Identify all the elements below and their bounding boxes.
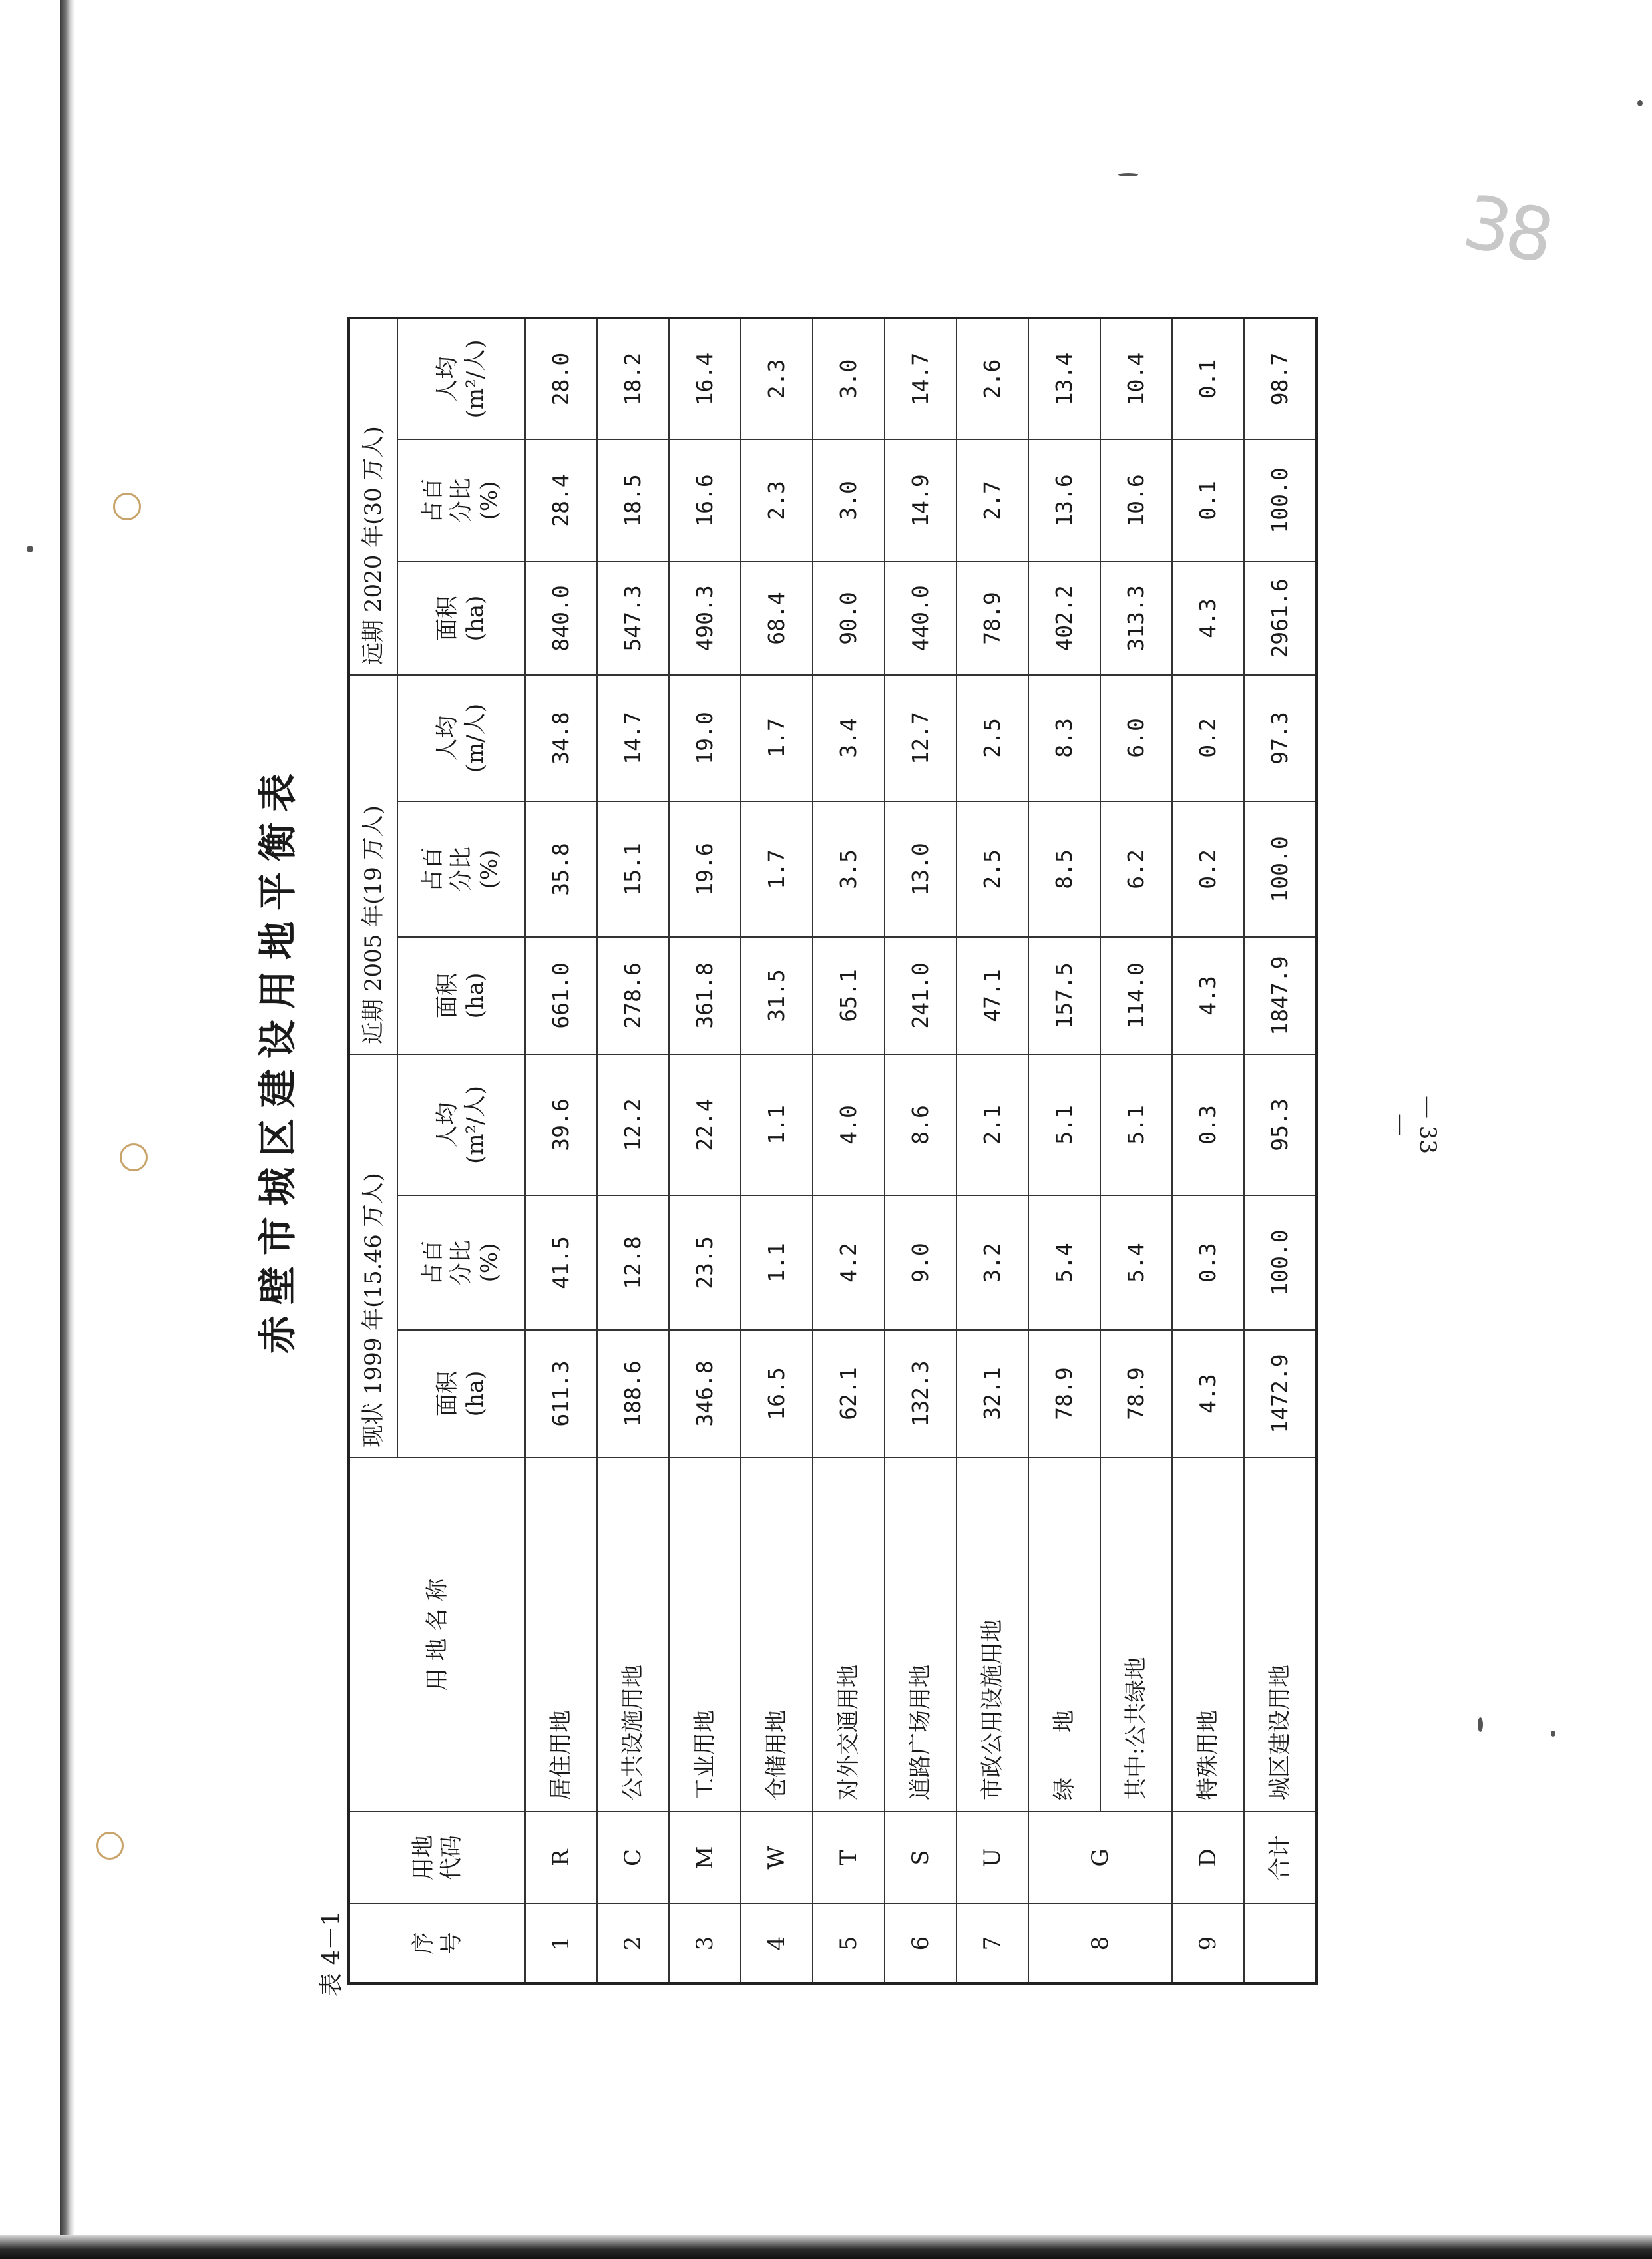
header-per-capita: 人均 (m²/人) [397,1054,525,1195]
table-row [525,318,597,1983]
cell-value: 1.7 [741,801,813,937]
cell-value: 1.7 [741,675,813,801]
cell-value: 90.0 [813,562,885,675]
cell-value: 5.1 [1100,1054,1172,1195]
cell-value: 16.6 [669,439,741,562]
cell-value: 68.4 [741,562,813,675]
cell-value: 2.7 [956,439,1028,562]
table-row [885,318,956,1983]
cell-value: 3.0 [813,439,885,562]
cell-value: 19.6 [669,801,741,937]
cell-value: 5.4 [1028,1195,1100,1330]
cell-seq [1244,1904,1317,1983]
cell-value: 97.3 [1244,675,1317,801]
header-area: 面积 (ha) [397,562,525,675]
cell-value: 65.1 [813,937,885,1054]
table-row [669,318,741,1983]
cell-name: 城区建设用地 [1244,1458,1317,1812]
cell-value: 3.5 [813,801,885,937]
cell-name: 道路广场用地 [885,1458,956,1812]
cell-code: S [885,1812,956,1904]
cell-value: 14.9 [885,439,956,562]
cell-value: 8.3 [1028,675,1100,801]
cell-value: 0.3 [1172,1054,1244,1195]
cell-value: 31.5 [741,937,813,1054]
page-title: 赤壁市城区建设用地平衡表 [255,763,300,1354]
cell-value: 8.6 [885,1054,956,1195]
cell-value: 100.0 [1244,801,1317,937]
cell-value: 346.8 [669,1330,741,1458]
cell-value: 2.3 [741,439,813,562]
cell-value: 12.8 [597,1195,669,1330]
cell-value: 6.0 [1100,675,1172,801]
cell-value: 100.0 [1244,1195,1317,1330]
cell-value: 402.2 [1028,562,1100,675]
cell-value: 2.6 [956,318,1028,439]
cell-value: 62.1 [813,1330,885,1458]
cell-value: 18.5 [597,439,669,562]
cell-value: 32.1 [956,1330,1028,1458]
cell-value: 661.0 [525,937,597,1054]
cell-value: 440.0 [885,562,956,675]
cell-value: 3.2 [956,1195,1028,1330]
cell-value: 188.6 [597,1330,669,1458]
cell-value: 1.1 [741,1195,813,1330]
cell-value: 2.5 [956,801,1028,937]
cell-value: 114.0 [1100,937,1172,1054]
scan-speck [1118,173,1138,176]
cell-value: 313.3 [1100,562,1172,675]
cell-name: 绿 地 [1028,1458,1100,1812]
cell-name: 对外交通用地 [813,1458,885,1812]
cell-value: 611.3 [525,1330,597,1458]
cell-code: M [669,1812,741,1904]
scan-bottom-edge [0,2235,1652,2259]
cell-code: R [525,1812,597,1904]
cell-value: 8.5 [1028,801,1100,937]
header-name: 用 地 名 称 [349,1458,525,1812]
cell-value: 16.5 [741,1330,813,1458]
cell-name: 仓储用地 [741,1458,813,1812]
cell-value: 14.7 [885,318,956,439]
scan-speck [1637,100,1643,106]
scan-left-edge [60,0,75,2259]
cell-seq: 7 [956,1904,1028,1983]
cell-value: 10.6 [1100,439,1172,562]
cell-value: 490.3 [669,562,741,675]
cell-value: 10.4 [1100,318,1172,439]
cell-value: 1472.9 [1244,1330,1317,1458]
cell-value: 13.6 [1028,439,1100,562]
cell-value: 1847.9 [1244,937,1317,1054]
punch-hole-top [113,493,141,520]
cell-value: 278.6 [597,937,669,1054]
cell-value: 47.1 [956,937,1028,1054]
cell-seq: 1 [525,1904,597,1983]
cell-name: 市政公用设施用地 [956,1458,1028,1812]
cell-value: 12.7 [885,675,956,801]
cell-value: 14.7 [597,675,669,801]
header-percent: 占百 分比 (%) [397,439,525,562]
table-row [1172,318,1244,1983]
punch-hole-bottom [96,1832,124,1860]
cell-value: 15.1 [597,801,669,937]
land-use-balance-table [347,317,1318,1985]
cell-value: 100.0 [1244,439,1317,562]
cell-value: 78.9 [956,562,1028,675]
table-row [1028,318,1100,1983]
cell-value: 28.0 [525,318,597,439]
cell-value: 9.0 [885,1195,956,1330]
cell-value: 157.5 [1028,937,1100,1054]
cell-value: 78.9 [1028,1330,1100,1458]
header-percent: 占百 分比 (%) [397,801,525,937]
cell-code: W [741,1812,813,1904]
cell-value: 1.1 [741,1054,813,1195]
cell-value: 4.3 [1172,1330,1244,1458]
header-percent: 占百 分比 (%) [397,1195,525,1330]
cell-value: 361.8 [669,937,741,1054]
cell-value: 18.2 [597,318,669,439]
cell-value: 23.5 [669,1195,741,1330]
cell-value: 34.8 [525,675,597,801]
page-number: — 33 — [1388,1095,1441,1155]
cell-value: 41.5 [525,1195,597,1330]
cell-value: 78.9 [1100,1330,1172,1458]
cell-value: 16.4 [669,318,741,439]
cell-value: 28.4 [525,439,597,562]
cell-name: 其中:公共绿地 [1100,1458,1172,1812]
table-row [597,318,669,1983]
cell-code: C [597,1812,669,1904]
cell-code: D [1172,1812,1244,1904]
cell-value: 547.3 [597,562,669,675]
cell-name: 公共设施用地 [597,1458,669,1812]
table-row [1100,318,1172,1983]
scan-speck [27,546,33,552]
header-per-capita: 人均 (m²/人) [397,318,525,439]
table-row [1244,318,1317,1983]
cell-seq: 6 [885,1904,956,1983]
cell-value: 22.4 [669,1054,741,1195]
cell-seq: 3 [669,1904,741,1983]
cell-value: 2961.6 [1244,562,1317,675]
cell-value: 3.4 [813,675,885,801]
scan-speck [1478,1717,1483,1732]
cell-value: 95.3 [1244,1054,1317,1195]
scan-speck [1551,1731,1555,1737]
cell-value: 2.5 [956,675,1028,801]
header-seq: 序 号 [349,1904,525,1983]
cell-value: 2.3 [741,318,813,439]
cell-value: 3.0 [813,318,885,439]
cell-code: G [1028,1812,1172,1904]
cell-code: U [956,1812,1028,1904]
cell-value: 12.2 [597,1054,669,1195]
cell-value: 4.3 [1172,937,1244,1054]
cell-value: 35.8 [525,801,597,937]
cell-value: 4.2 [813,1195,885,1330]
cell-value: 0.1 [1172,439,1244,562]
cell-value: 5.4 [1100,1195,1172,1330]
cell-name: 特殊用地 [1172,1458,1244,1812]
cell-value: 19.0 [669,675,741,801]
cell-seq: 4 [741,1904,813,1983]
header-period-1999: 现状 1999 年(15.46 万人) [349,1054,397,1458]
cell-value: 6.2 [1100,801,1172,937]
punch-hole-middle [120,1143,148,1171]
header-code: 用地 代码 [349,1812,525,1904]
cell-value: 39.6 [525,1054,597,1195]
cell-value: 2.1 [956,1054,1028,1195]
cell-seq: 2 [597,1904,669,1983]
cell-value: 132.3 [885,1330,956,1458]
cell-value: 0.1 [1172,318,1244,439]
margin-note: 38 [1456,178,1557,280]
cell-code: T [813,1812,885,1904]
cell-value: 0.2 [1172,675,1244,801]
header-period-2020: 远期 2020 年(30 万人) [349,318,397,675]
cell-value: 4.3 [1172,562,1244,675]
cell-seq: 9 [1172,1904,1244,1983]
cell-value: 0.2 [1172,801,1244,937]
cell-value: 241.0 [885,937,956,1054]
cell-name: 居住用地 [525,1458,597,1812]
header-period-2005: 近期 2005 年(19 万人) [349,675,397,1054]
cell-code: 合计 [1244,1812,1317,1904]
cell-name: 工业用地 [669,1458,741,1812]
table-number: 表 4－1 [318,1910,345,1997]
cell-seq: 5 [813,1904,885,1983]
cell-seq: 8 [1028,1904,1172,1983]
cell-value: 4.0 [813,1054,885,1195]
rotated-table-page [200,300,1331,1997]
cell-value: 98.7 [1244,318,1317,439]
header-area: 面积 (ha) [397,1330,525,1458]
cell-value: 0.3 [1172,1195,1244,1330]
table-row [813,318,885,1983]
header-per-capita: 人均 (m/人) [397,675,525,801]
table-row [741,318,813,1983]
header-area: 面积 (ha) [397,937,525,1054]
cell-value: 5.1 [1028,1054,1100,1195]
table-row [956,318,1028,1983]
cell-value: 13.4 [1028,318,1100,439]
cell-value: 13.0 [885,801,956,937]
cell-value: 840.0 [525,562,597,675]
